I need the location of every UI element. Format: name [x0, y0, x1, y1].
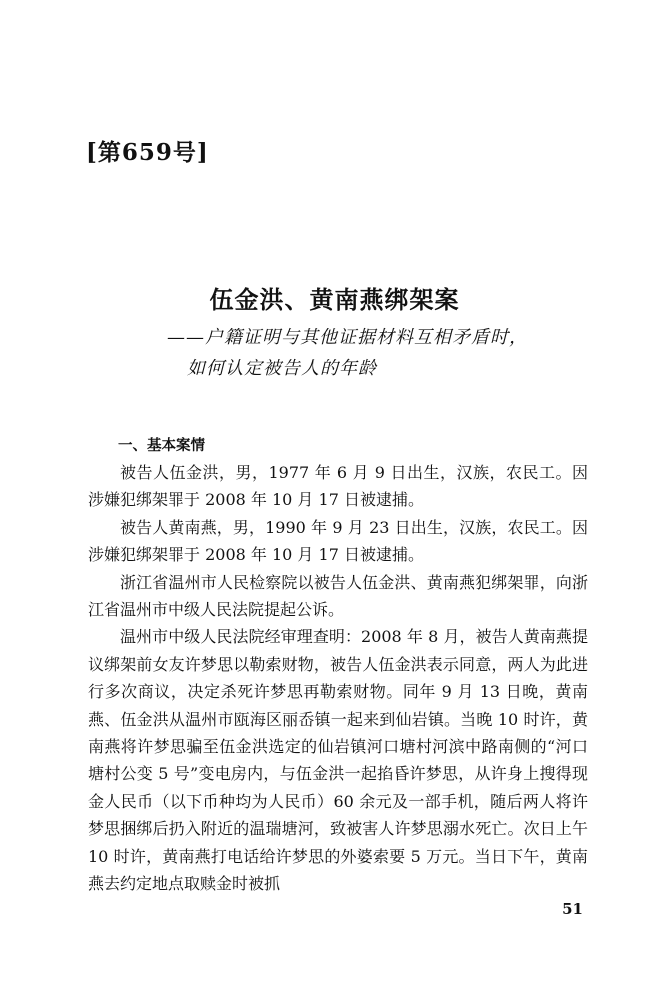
paragraph-defendant-1: 被告人伍金洪，男，1977 年 6 月 9 日出生，汉族，农民工。因涉嫌犯绑架罪于 2008 年 10 月 17 日被逮捕。: [88, 463, 588, 510]
case-title: 伍金洪、黄南燕绑架案: [209, 285, 460, 314]
paragraph-facts: 温州市中级人民法院经审理查明：2008 年 8 月，被告人黄南燕提议绑架前女友许梦思以勒索财物，被告人伍金洪表示同意，两人为此进行多次商议，决定杀死许梦思再勒索财物。同年 9 月 13 日晚，黄南燕、伍金洪从温州市瓯海区丽岙镇一起来到仙岩镇。当晚 10 时许，黄南燕将许梦思骗至伍金洪选定的仙岩镇河口塘村河滨中路南侧的“河口塘村公变 5 号”变电房内，与伍金洪一起掐昏许梦思，从许身上搜得现金人民币（以下币种均为人民币）60 余元及一部手机，随后两人将许梦思捆绑后扔入附近的温瑞塘河，致被害人许梦思溺水死亡。次日上午 10 时许，黄南燕打电话给许梦思的外婆索要 5 万元。当日下午，黄南燕去约定地点取赎金时被抓: [88, 627, 588, 894]
page-number: 51: [562, 900, 583, 918]
case-subtitle-line-1: ——户籍证明与其他证据材料互相矛盾时，: [167, 327, 528, 348]
body-text: [88, 459, 588, 898]
paragraph-defendant-2: 被告人黄南燕，男，1990 年 9 月 23 日出生，汉族，农民工。因涉嫌犯绑架罪于 2008 年 10 月 17 日被逮捕。: [88, 517, 588, 565]
section-heading: 一、基本案情: [118, 437, 205, 454]
case-number: [第659号]: [86, 139, 209, 166]
case-subtitle-line-2: 如何认定被告人的年龄: [187, 358, 377, 379]
paragraph-prosecution: 浙江省温州市人民检察院以被告人伍金洪、黄南燕犯绑架罪，向浙江省温州市中级人民法院提起公诉。: [88, 572, 588, 620]
